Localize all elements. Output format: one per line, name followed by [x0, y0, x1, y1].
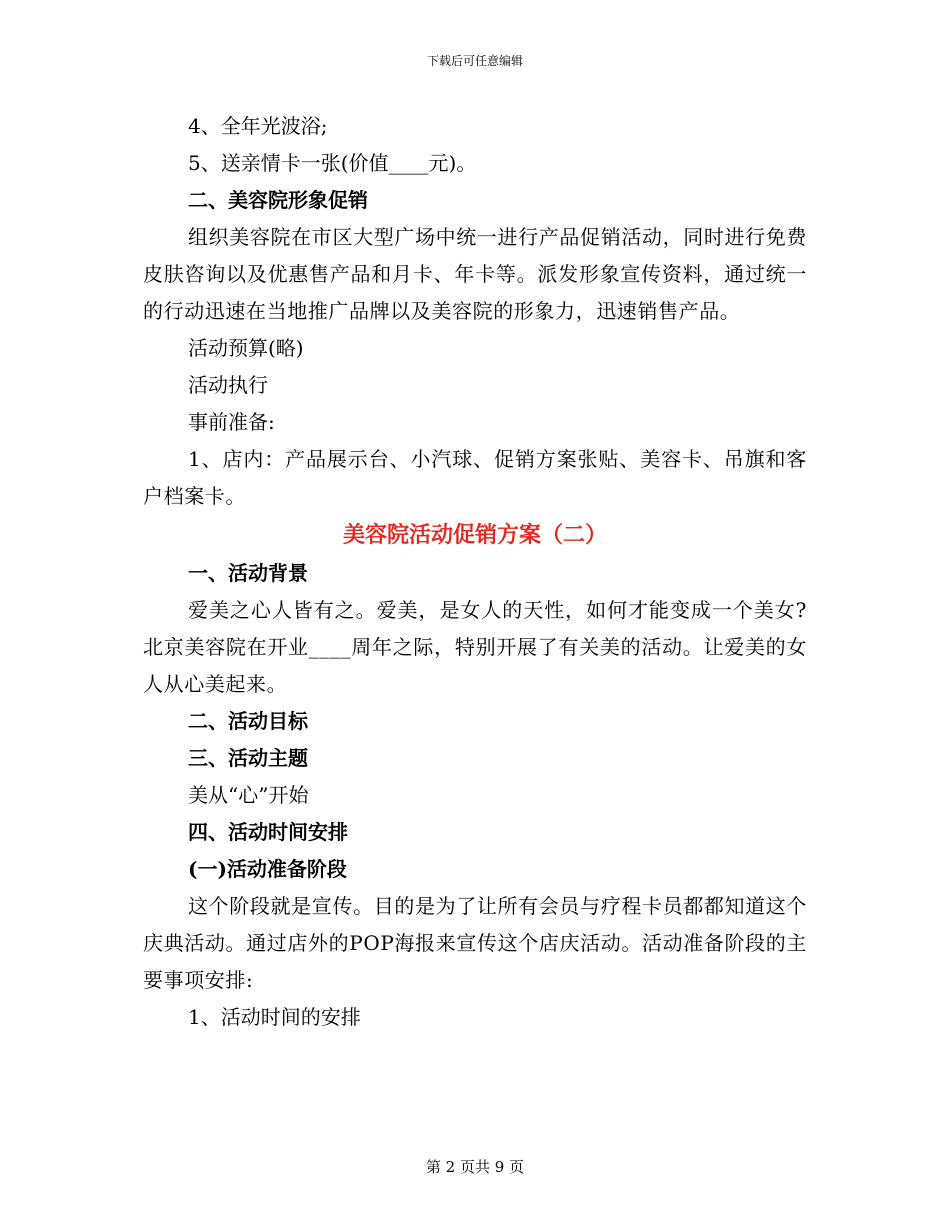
list-item: 5、送亲情卡一张(价值____元)。	[188, 151, 477, 175]
text-line: 事前准备:	[188, 410, 275, 434]
paragraph: 1、店内：产品展示台、小汽球、促销方案张贴、美容卡、吊旗和客户档案卡。	[143, 447, 807, 508]
list-item: 4、全年光波浴;	[188, 114, 328, 138]
paragraph: 爱美之心人皆有之。爱美，是女人的天性，如何才能变成一个美女?北京美容院在开业____周年之际，特别开展了有关美的活动。让爱美的女人从心美起来。	[143, 598, 807, 696]
page-footer: 第 2 页共 9 页	[425, 1158, 525, 1176]
page-header: 下载后可任意编辑	[426, 54, 523, 68]
document-body	[143, 108, 807, 1036]
subsection-heading: (一)活动准备阶段	[188, 857, 347, 881]
section-heading: 一、活动背景	[188, 561, 308, 585]
paragraph: 组织美容院在市区大型广场中统一进行产品促销活动，同时进行免费皮肤咨询以及优惠售产品和月卡、年卡等。派发形象宣传资料，通过统一的行动迅速在当地推广品牌以及美容院的形象力，迅速销售产品。	[143, 225, 807, 323]
list-item: 1、活动时间的安排	[188, 1005, 361, 1029]
section-heading: 三、活动主题	[188, 746, 308, 770]
section-heading: 二、活动目标	[188, 709, 308, 733]
document-title: 美容院活动促销方案（二）	[342, 522, 607, 548]
text-line: 活动预算(略)	[188, 336, 304, 360]
text-line: 美从“心”开始	[188, 783, 309, 807]
section-heading: 四、活动时间安排	[188, 820, 348, 844]
paragraph: 这个阶段就是宣传。目的是为了让所有会员与疗程卡员都都知道这个庆典活动。通过店外的POP海报来宣传这个店庆活动。活动准备阶段的主要事项安排:	[143, 894, 807, 992]
text-line: 活动执行	[188, 373, 268, 397]
section-heading: 二、美容院形象促销	[188, 188, 368, 212]
